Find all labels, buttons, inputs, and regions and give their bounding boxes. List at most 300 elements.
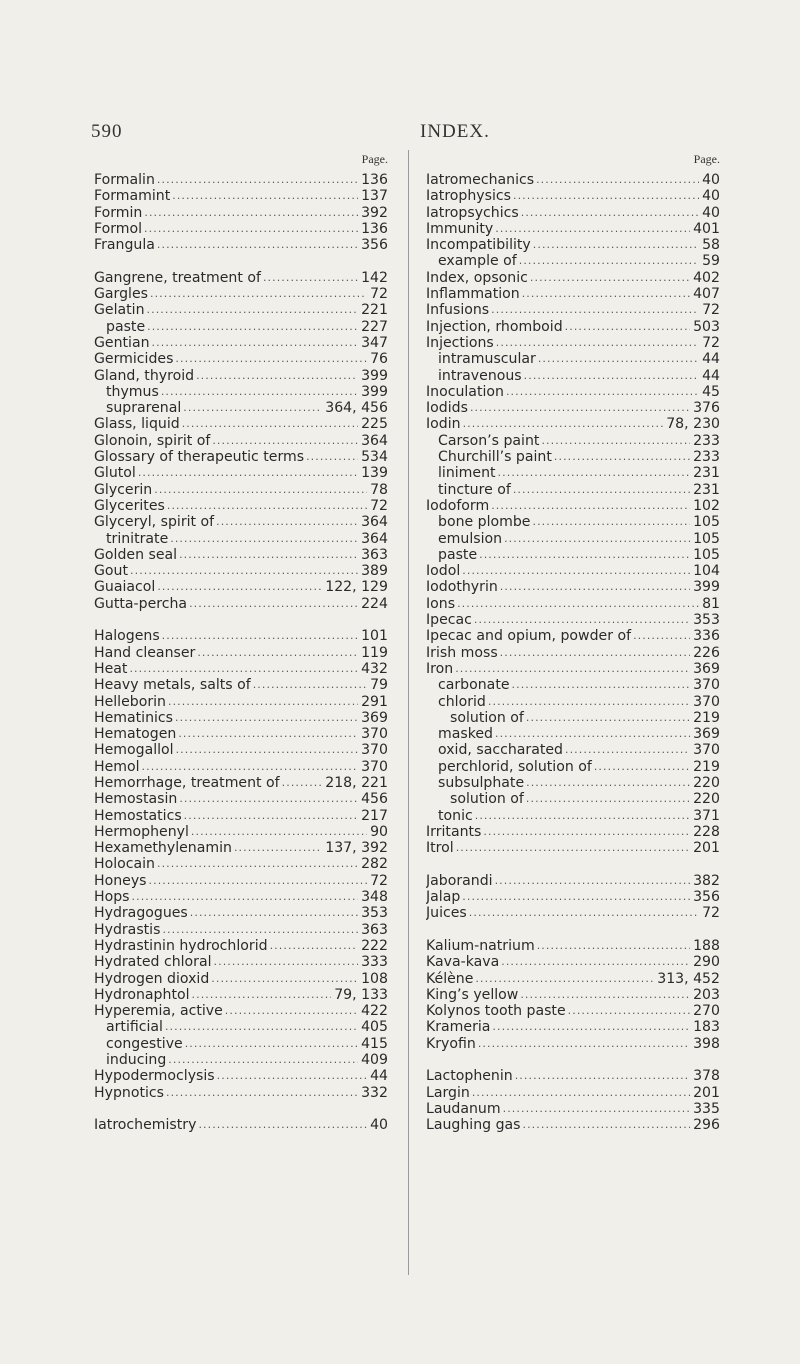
index-term: Hemostasin — [94, 791, 178, 808]
dot-leader — [475, 808, 690, 824]
dot-leader — [633, 628, 690, 644]
index-term: Infusions — [426, 302, 490, 319]
index-entry — [426, 596, 720, 612]
index-pages: 44 — [702, 351, 720, 368]
section-gap — [94, 612, 388, 628]
index-pages: 72 — [370, 872, 388, 889]
index-term: Glyceryl, spirit of — [94, 514, 215, 531]
index-pages: 142 — [361, 269, 388, 286]
dot-leader — [520, 987, 690, 1003]
index-pages: 363 — [361, 546, 388, 563]
index-entry — [426, 905, 720, 921]
index-pages: 58 — [702, 237, 720, 254]
dot-leader — [524, 368, 699, 384]
index-pages: 356 — [693, 889, 720, 906]
index-term: Hypodermoclysis — [94, 1068, 215, 1085]
dot-leader — [538, 351, 699, 367]
index-entry — [426, 645, 720, 661]
index-pages: 59 — [702, 253, 720, 270]
dot-leader — [157, 172, 358, 188]
index-entry — [94, 710, 388, 726]
dot-leader — [475, 971, 654, 987]
dot-leader — [488, 694, 690, 710]
index-entry — [94, 270, 388, 286]
dot-leader — [147, 319, 358, 335]
index-term: Laughing gas — [426, 1117, 521, 1134]
index-term: Iatropsychics — [426, 204, 519, 221]
index-pages: 503 — [693, 318, 720, 335]
index-term: Hypnotics — [94, 1084, 164, 1101]
index-entry — [426, 612, 720, 628]
index-entry — [94, 221, 388, 237]
index-pages: 399 — [361, 367, 388, 384]
index-entry — [94, 547, 388, 563]
dot-leader — [253, 677, 367, 693]
index-entry — [94, 400, 388, 416]
index-entry — [426, 954, 720, 970]
index-pages: 335 — [693, 1100, 720, 1117]
index-pages: 137 — [361, 188, 388, 205]
index-pages: 401 — [693, 220, 720, 237]
dot-leader — [519, 253, 699, 269]
index-entry — [94, 905, 388, 921]
index-term: trinitrate — [106, 530, 169, 547]
index-term: solution of — [450, 791, 524, 808]
index-pages: 78 — [370, 481, 388, 498]
index-entry — [94, 449, 388, 465]
index-pages: 119 — [361, 644, 388, 661]
index-entry — [426, 433, 720, 449]
dot-leader — [190, 905, 358, 921]
index-pages: 456 — [361, 791, 388, 808]
index-pages: 183 — [693, 1019, 720, 1036]
index-pages: 79, 133 — [334, 986, 388, 1003]
index-term: Glonoin, spirit of — [94, 432, 211, 449]
section-gap — [94, 253, 388, 269]
index-term: chlorid — [438, 693, 486, 710]
index-pages: 227 — [361, 318, 388, 335]
index-term: Lactophenin — [426, 1068, 513, 1085]
index-pages: 370 — [693, 693, 720, 710]
index-entry — [94, 563, 388, 579]
index-term: Kélène — [426, 970, 474, 987]
dot-leader — [503, 1101, 690, 1117]
index-entry — [426, 1068, 720, 1084]
index-term: Formalin — [94, 172, 155, 188]
dot-leader — [168, 694, 358, 710]
index-term: thymus — [106, 383, 159, 400]
index-entry — [426, 514, 720, 530]
index-entry — [426, 759, 720, 775]
index-term: Inflammation — [426, 286, 520, 303]
index-term: Heat — [94, 660, 128, 677]
dot-leader — [506, 384, 699, 400]
dot-leader — [214, 954, 359, 970]
index-pages: 370 — [693, 742, 720, 759]
dot-leader — [182, 416, 358, 432]
index-entry — [426, 449, 720, 465]
index-pages: 72 — [702, 905, 720, 922]
dot-leader — [554, 449, 690, 465]
index-term: Inoculation — [426, 383, 504, 400]
index-entry — [426, 563, 720, 579]
dot-leader — [541, 433, 690, 449]
page-header — [0, 121, 800, 151]
dot-leader — [165, 1019, 358, 1035]
index-term: Iatromechanics — [426, 172, 535, 188]
dot-leader — [282, 775, 323, 791]
index-term: Injections — [426, 334, 494, 351]
dot-leader — [176, 742, 359, 758]
dot-leader — [144, 221, 358, 237]
dot-leader — [491, 498, 690, 514]
index-term: carbonate — [438, 677, 510, 694]
index-term: Iatrophysics — [426, 188, 511, 205]
index-term: artificial — [106, 1019, 163, 1036]
index-term: Iatrochemistry — [94, 1117, 197, 1134]
index-entry — [426, 188, 720, 204]
index-term: Incompatibility — [426, 237, 531, 254]
index-pages: 102 — [693, 497, 720, 514]
index-pages: 402 — [693, 269, 720, 286]
dot-leader — [491, 302, 699, 318]
index-entry — [426, 531, 720, 547]
index-entry — [426, 351, 720, 367]
index-term: Glass, liquid — [94, 416, 180, 433]
index-term: oxid, saccharated — [438, 742, 563, 759]
section-gap — [426, 856, 720, 872]
index-entry — [426, 368, 720, 384]
index-entry — [94, 205, 388, 221]
index-entry — [426, 1117, 720, 1133]
index-pages: 370 — [361, 742, 388, 759]
index-pages: 105 — [693, 530, 720, 547]
index-pages: 217 — [361, 807, 388, 824]
index-pages: 370 — [361, 726, 388, 743]
index-term: Gelatin — [94, 302, 145, 319]
index-entry — [426, 628, 720, 644]
index-entry — [94, 1117, 388, 1133]
index-entry — [426, 1101, 720, 1117]
index-entry — [426, 661, 720, 677]
index-pages: 81 — [702, 595, 720, 612]
index-term: Frangula — [94, 237, 155, 254]
index-term: Jaborandi — [426, 872, 493, 889]
index-pages: 219 — [693, 709, 720, 726]
index-term: emulsion — [438, 530, 503, 547]
index-pages: 221 — [361, 302, 388, 319]
dot-leader — [500, 645, 690, 661]
index-entry — [94, 824, 388, 840]
dot-leader — [536, 172, 699, 188]
index-entry — [426, 579, 720, 595]
dot-leader — [512, 677, 691, 693]
index-entry — [426, 253, 720, 269]
index-pages: 203 — [693, 986, 720, 1003]
index-pages: 369 — [361, 709, 388, 726]
index-pages: 405 — [361, 1019, 388, 1036]
dot-leader — [196, 368, 358, 384]
page-title: INDEX. — [420, 121, 490, 142]
dot-leader — [483, 824, 690, 840]
index-term: Hydrogen dioxid — [94, 970, 210, 987]
dot-leader — [166, 1085, 358, 1101]
index-term: Glycerites — [94, 497, 165, 514]
index-entry — [94, 482, 388, 498]
index-term: paste — [106, 318, 146, 335]
index-entry — [426, 1019, 720, 1035]
dot-leader — [217, 1068, 367, 1084]
index-pages: 72 — [702, 302, 720, 319]
index-term: Heavy metals, salts of — [94, 677, 251, 694]
index-entry — [426, 416, 720, 432]
index-term: Formol — [94, 220, 143, 237]
index-term: Gutta-percha — [94, 595, 188, 612]
index-pages: 137, 392 — [325, 840, 388, 857]
index-entry — [94, 433, 388, 449]
dot-leader — [530, 270, 690, 286]
index-term: Glossary of therapeutic terms — [94, 449, 305, 466]
index-term: Hydragogues — [94, 905, 188, 922]
index-entry — [426, 710, 720, 726]
index-entry — [94, 775, 388, 791]
index-entry — [94, 596, 388, 612]
index-pages: 399 — [693, 579, 720, 596]
dot-leader — [168, 1052, 358, 1068]
index-pages: 392 — [361, 204, 388, 221]
index-term: Iodids — [426, 400, 468, 417]
index-term: Index, opsonic — [426, 269, 528, 286]
index-pages: 389 — [361, 563, 388, 580]
index-pages: 188 — [693, 937, 720, 954]
index-entry — [94, 694, 388, 710]
index-pages: 72 — [702, 334, 720, 351]
dot-leader — [161, 384, 358, 400]
dot-leader — [178, 726, 358, 742]
index-pages: 382 — [693, 872, 720, 889]
dot-leader — [472, 1085, 690, 1101]
index-entry — [94, 971, 388, 987]
dot-leader — [462, 889, 690, 905]
index-entry — [94, 628, 388, 644]
dot-leader — [474, 612, 690, 628]
dot-leader — [478, 1036, 690, 1052]
index-term: Hydronaphtol — [94, 986, 190, 1003]
index-term: Injection, rhomboid — [426, 318, 563, 335]
index-pages: 220 — [693, 791, 720, 808]
index-term: Kolynos tooth paste — [426, 1003, 566, 1020]
index-entry — [426, 1036, 720, 1052]
section-gap — [426, 1052, 720, 1068]
index-pages: 333 — [361, 954, 388, 971]
index-term: Formamint — [94, 188, 171, 205]
index-pages: 282 — [361, 856, 388, 873]
index-pages: 225 — [361, 416, 388, 433]
index-pages: 136 — [361, 220, 388, 237]
index-term: Laudanum — [426, 1100, 501, 1117]
index-term: Glutol — [94, 465, 136, 482]
index-column-right — [426, 152, 720, 1134]
index-pages: 79 — [370, 677, 388, 694]
page-column-label: Page. — [693, 152, 720, 166]
index-term: Helleborin — [94, 693, 166, 710]
dot-leader — [175, 351, 367, 367]
dot-leader — [130, 563, 358, 579]
index-term: Iodol — [426, 563, 461, 580]
index-term: Hexamethylenamin — [94, 840, 232, 857]
index-entry — [426, 1085, 720, 1101]
index-pages: 90 — [370, 823, 388, 840]
index-pages: 226 — [693, 644, 720, 661]
dot-leader — [185, 1036, 358, 1052]
dot-leader — [513, 188, 699, 204]
index-entry — [94, 416, 388, 432]
index-entry — [426, 237, 720, 253]
dot-leader — [495, 873, 691, 889]
index-pages: 296 — [693, 1117, 720, 1134]
index-pages: 270 — [693, 1003, 720, 1020]
index-entry — [94, 954, 388, 970]
index-pages: 139 — [361, 465, 388, 482]
index-pages: 336 — [693, 628, 720, 645]
index-term: Gentian — [94, 334, 150, 351]
dot-leader — [495, 726, 690, 742]
index-pages: 44 — [370, 1068, 388, 1085]
dot-leader — [162, 922, 358, 938]
dot-leader — [504, 531, 690, 547]
index-term: Honeys — [94, 872, 147, 889]
page-column-label: Page. — [361, 152, 388, 166]
index-pages: 378 — [693, 1068, 720, 1085]
dot-leader — [501, 954, 690, 970]
dot-leader — [523, 1117, 691, 1133]
index-entry — [426, 694, 720, 710]
index-entry — [426, 547, 720, 563]
index-term: Hand cleanser — [94, 644, 196, 661]
dot-leader — [211, 971, 358, 987]
index-pages: 534 — [361, 449, 388, 466]
index-term: Formin — [94, 204, 143, 221]
dot-leader — [149, 873, 368, 889]
index-entry — [94, 384, 388, 400]
dot-leader — [526, 710, 690, 726]
index-pages: 122, 129 — [325, 579, 388, 596]
index-term: Gangrene, treatment of — [94, 269, 261, 286]
index-entry — [94, 987, 388, 1003]
index-entry — [94, 351, 388, 367]
index-term: solution of — [450, 709, 524, 726]
index-entry — [94, 172, 388, 188]
index-term: Glycerin — [94, 481, 153, 498]
index-term: Krameria — [426, 1019, 491, 1036]
dot-leader — [234, 840, 322, 856]
dot-leader — [192, 987, 332, 1003]
index-term: Kryofin — [426, 1035, 476, 1052]
dot-leader — [167, 498, 367, 514]
dot-leader — [179, 791, 358, 807]
index-pages: 40 — [370, 1117, 388, 1134]
index-pages: 76 — [370, 351, 388, 368]
index-entry — [426, 677, 720, 693]
dot-leader — [526, 791, 690, 807]
dot-leader — [495, 221, 690, 237]
index-entry — [94, 808, 388, 824]
index-entry — [94, 335, 388, 351]
index-pages: 369 — [693, 726, 720, 743]
index-term: Hydrastis — [94, 921, 161, 938]
index-pages: 219 — [693, 758, 720, 775]
index-entry — [426, 302, 720, 318]
index-pages: 364 — [361, 530, 388, 547]
dot-leader — [147, 302, 359, 318]
index-entry — [94, 661, 388, 677]
index-entry — [94, 1036, 388, 1052]
index-entry — [426, 971, 720, 987]
index-term: Ipecac — [426, 612, 472, 629]
dot-leader — [170, 531, 358, 547]
dot-leader — [462, 563, 690, 579]
index-entry — [426, 465, 720, 481]
index-entry — [94, 889, 388, 905]
index-entry — [94, 922, 388, 938]
index-entry — [94, 1068, 388, 1084]
index-entry — [426, 742, 720, 758]
dot-leader — [456, 840, 690, 856]
index-pages: 72 — [370, 497, 388, 514]
dot-leader — [270, 938, 359, 954]
index-pages: 376 — [693, 400, 720, 417]
index-pages: 231 — [693, 481, 720, 498]
dot-leader — [150, 286, 367, 302]
index-term: Itrol — [426, 840, 454, 857]
dot-leader — [594, 759, 690, 775]
dot-leader — [191, 824, 367, 840]
dot-leader — [522, 286, 690, 302]
index-entry — [426, 840, 720, 856]
index-entry — [94, 645, 388, 661]
dot-leader — [138, 465, 358, 481]
index-entry — [426, 775, 720, 791]
dot-leader — [479, 547, 690, 563]
index-pages: 228 — [693, 823, 720, 840]
dot-leader — [175, 710, 358, 726]
index-term: Hyperemia, active — [94, 1003, 223, 1020]
dot-leader — [157, 237, 358, 253]
index-term: King’s yellow — [426, 986, 519, 1003]
index-term: Hematogen — [94, 726, 177, 743]
dot-leader — [515, 1068, 690, 1084]
dot-leader — [526, 775, 690, 791]
dot-leader — [179, 547, 358, 563]
index-term: Germicides — [94, 351, 174, 368]
index-pages: 201 — [693, 840, 720, 857]
index-term: Carson’s paint — [438, 432, 540, 449]
index-term: Golden seal — [94, 546, 178, 563]
index-entry — [426, 286, 720, 302]
index-term: Iron — [426, 660, 454, 677]
index-term: Juices — [426, 905, 467, 922]
index-entry — [426, 808, 720, 824]
index-entry — [94, 742, 388, 758]
dot-leader — [498, 465, 691, 481]
index-term: Hermophenyl — [94, 823, 189, 840]
dot-leader — [212, 433, 358, 449]
index-term: Largin — [426, 1084, 470, 1101]
index-pages: 415 — [361, 1035, 388, 1052]
index-pages: 370 — [693, 677, 720, 694]
index-entry — [426, 824, 720, 840]
index-term: Iodin — [426, 416, 461, 433]
